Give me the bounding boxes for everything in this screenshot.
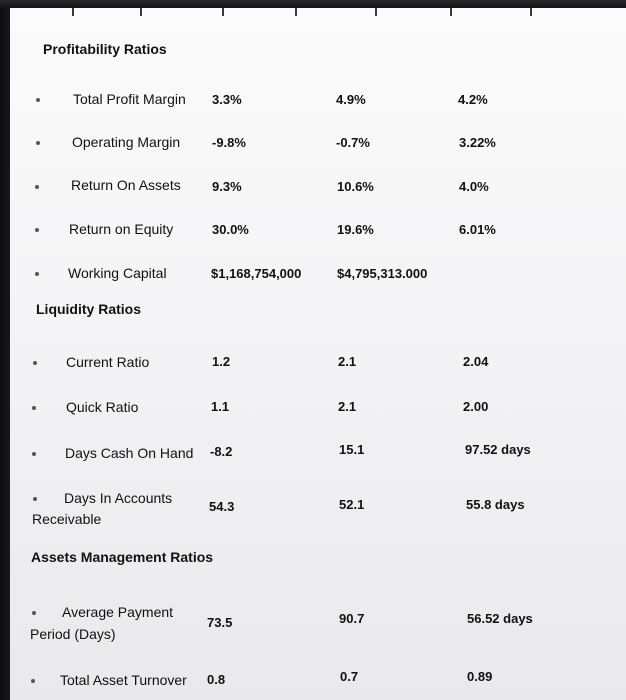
table-row — [10, 390, 626, 430]
cell-col2: 52.1 — [339, 497, 365, 512]
cell-col1: 1.2 — [212, 354, 231, 369]
cell-col1: 0.8 — [207, 672, 226, 687]
cell-col3: 55.8 days — [466, 497, 525, 512]
cell-col2: 19.6% — [337, 222, 374, 237]
screen-top-bezel — [0, 0, 626, 8]
row-label: Working Capital — [68, 265, 167, 281]
row-label-continued: Receivable — [32, 511, 102, 527]
bullet-icon — [32, 611, 36, 615]
table-row — [10, 256, 626, 296]
row-label: Current Ratio — [66, 354, 150, 370]
cell-col1: 3.3% — [212, 92, 242, 107]
ruler-tick — [450, 8, 452, 16]
table-row — [10, 435, 626, 475]
cell-col3: 97.52 days — [465, 442, 531, 457]
cell-col1: 30.0% — [212, 222, 249, 237]
cell-col1: 9.3% — [212, 179, 242, 194]
cell-col2: 15.1 — [339, 442, 365, 457]
bullet-icon — [35, 272, 39, 276]
cell-col1: 54.3 — [209, 499, 235, 514]
table-row — [10, 594, 626, 644]
cell-col2: 2.1 — [338, 354, 357, 369]
row-label: Total Asset Turnover — [60, 672, 187, 688]
table-row — [10, 169, 626, 209]
section-title-profitability: Profitability Ratios — [43, 41, 167, 57]
bullet-icon — [36, 98, 40, 102]
cell-col3: 0.89 — [467, 669, 493, 684]
row-label: Return On Assets — [71, 177, 181, 193]
cell-col3: 4.0% — [459, 179, 489, 194]
cell-col3: 2.00 — [463, 399, 489, 414]
row-label: Average Payment — [62, 604, 174, 620]
row-label: Total Profit Margin — [73, 91, 186, 107]
row-label: Days In Accounts — [64, 490, 173, 506]
cell-col1: $1,168,754,000 — [211, 266, 302, 281]
bullet-icon — [32, 452, 36, 456]
cell-col2: -0.7% — [336, 135, 370, 150]
section-title-liquidity: Liquidity Ratios — [36, 301, 141, 317]
bullet-icon — [32, 406, 36, 410]
bullet-icon — [35, 185, 39, 189]
cell-col2: 10.6% — [337, 179, 374, 194]
ruler-tick — [295, 8, 297, 16]
bullet-icon — [35, 228, 39, 232]
bullet-icon — [36, 141, 40, 145]
row-label: Operating Margin — [72, 134, 181, 150]
bullet-icon — [33, 361, 37, 365]
cell-col3: 56.52 days — [467, 611, 533, 626]
row-label: Quick Ratio — [66, 399, 139, 415]
section-title-assets-management: Assets Management Ratios — [31, 549, 214, 565]
bullet-icon — [33, 497, 37, 501]
cell-col2: 2.1 — [338, 399, 357, 414]
cell-col3: 6.01% — [459, 222, 496, 237]
ruler-tick — [375, 8, 377, 16]
cell-col1: 1.1 — [211, 399, 230, 414]
table-row — [10, 662, 626, 700]
ruler-tick — [222, 8, 224, 16]
cell-col2: 0.7 — [340, 669, 359, 684]
table-row — [10, 480, 626, 530]
row-label: Days Cash On Hand — [65, 445, 194, 461]
bullet-icon — [31, 679, 35, 683]
cell-col3: 4.2% — [458, 92, 488, 107]
cell-col3: 2.04 — [463, 354, 489, 369]
table-row — [10, 212, 626, 252]
ruler-tick — [140, 8, 142, 16]
cell-col2: 90.7 — [339, 611, 365, 626]
table-row — [10, 125, 626, 165]
ratio-table-document — [10, 8, 626, 700]
cell-col2: 4.9% — [336, 92, 366, 107]
cell-col2: $4,795,313.000 — [337, 266, 428, 281]
row-label-continued: Period (Days) — [30, 626, 116, 642]
cell-col3: 3.22% — [459, 135, 496, 150]
row-label: Return on Equity — [69, 221, 174, 237]
cell-col1: -8.2 — [210, 444, 233, 459]
top-ruler — [10, 8, 626, 16]
table-row — [10, 82, 626, 122]
cell-col1: -9.8% — [212, 135, 246, 150]
ruler-tick — [530, 8, 532, 16]
table-row — [10, 345, 626, 385]
ruler-tick — [72, 8, 74, 16]
cell-col1: 73.5 — [207, 615, 233, 630]
